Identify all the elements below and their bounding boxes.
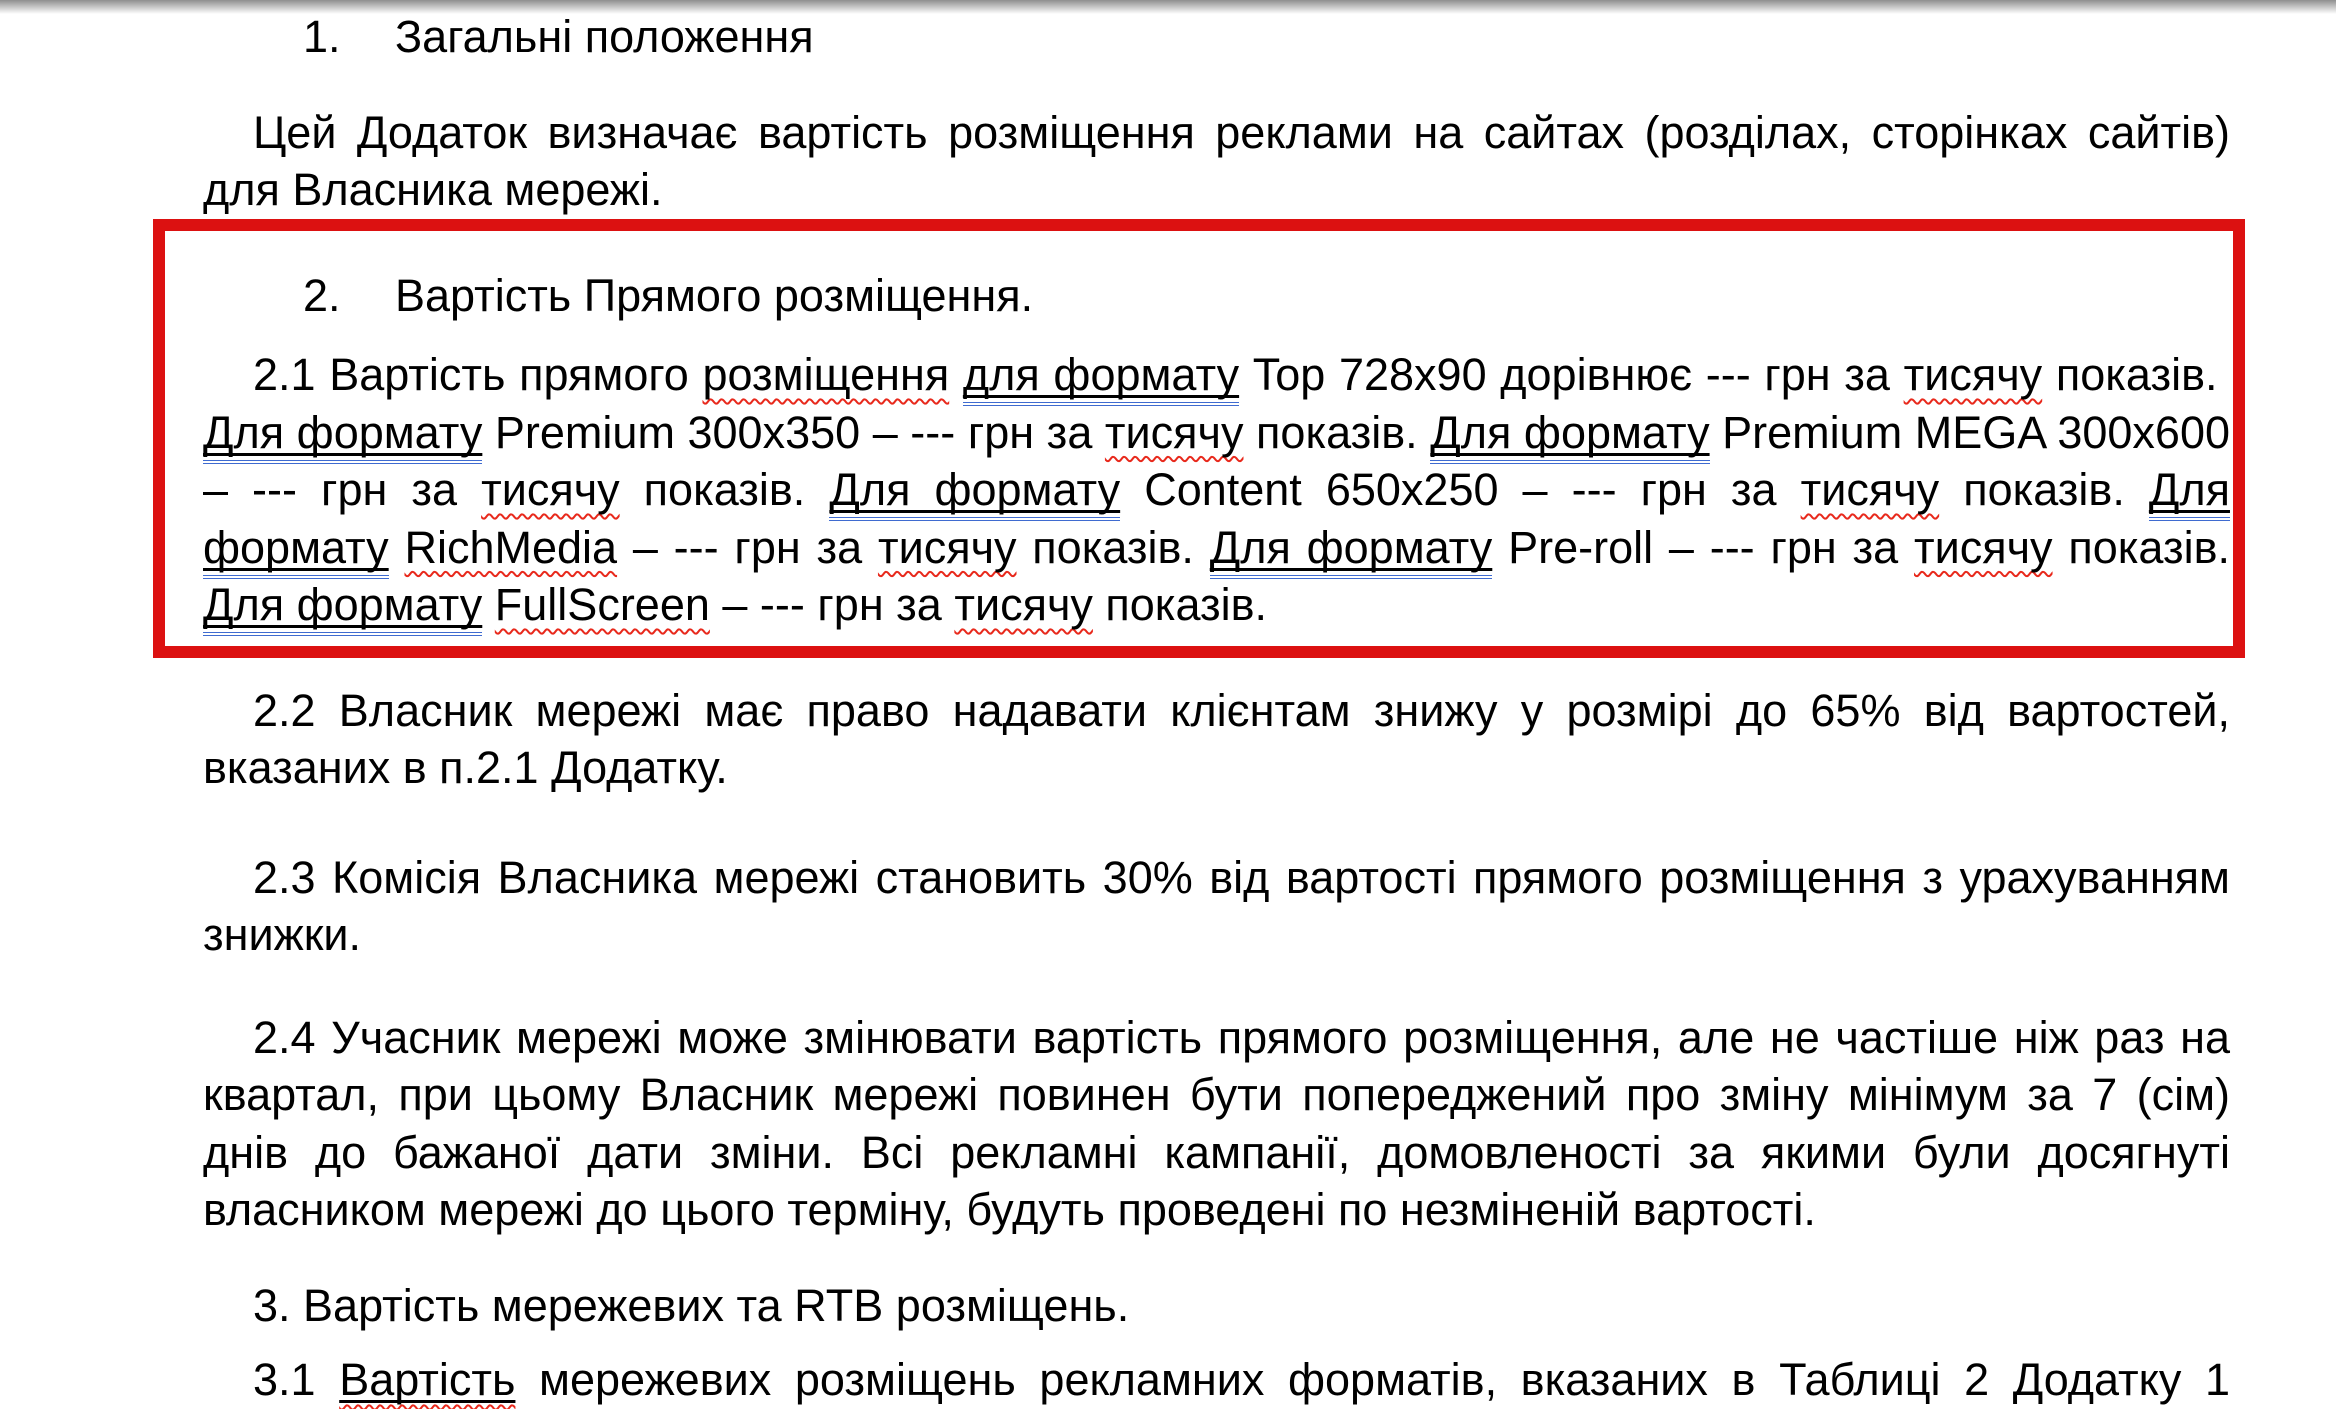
misspelled-word: тисячу xyxy=(877,521,1017,573)
text-segment: показів. xyxy=(1016,521,1210,573)
text-segment: – --- грн за xyxy=(709,579,955,630)
paragraph-2-3 xyxy=(203,849,2230,964)
text-segment: мережевих розміщень рекламних форматів, вказаних в Таблиці 2 Додатку 1 xyxy=(515,1354,2231,1405)
text-segment: 2.3 Комісія Власника мережі становить 30% від вартості прямого розміщення з урахуванням знижки. xyxy=(203,851,2230,960)
text-segment: показів. xyxy=(2042,349,2230,400)
text-segment xyxy=(949,349,963,400)
text-segment: Pre-roll – --- грн за xyxy=(1492,521,1914,573)
text-segment: – --- грн за xyxy=(617,521,878,573)
misspelled-word: RichMedia xyxy=(404,521,618,573)
heading-general-provisions xyxy=(203,8,2230,66)
heading-number: 2. xyxy=(303,269,341,321)
text-segment: Premium 300x350 – --- грн за xyxy=(482,406,1105,458)
grammar-flagged-phrase: Для формату xyxy=(203,407,482,464)
misspelled-word: тисячу xyxy=(1914,521,2053,573)
text-segment: 2.2 Власник мережі має право надавати клієнтам знижу у розмірі до 65% від вартостей, вказаних в п.2.1 Додатку. xyxy=(203,684,2230,793)
misspelled-word: тисячу xyxy=(1104,406,1244,458)
paragraph-intro xyxy=(203,104,2230,219)
text-segment: показів. xyxy=(1092,579,1268,630)
text-segment: 3.1 xyxy=(253,1354,340,1405)
heading-network-rtb-cost: 3. Вартість мережевих та RTB розміщень. xyxy=(253,1279,1130,1331)
text-segment: Цей Додаток визначає вартість розміщення реклами на сайтах (розділах, сторінках сайтів) для Власника мережі. xyxy=(203,106,2230,215)
grammar-flagged-phrase: Для формату xyxy=(1430,407,1709,464)
misspelled-word: розміщення xyxy=(702,349,950,400)
misspelled-word: FullScreen xyxy=(494,579,710,630)
text-segment: показів. xyxy=(2052,521,2230,573)
red-highlight-box xyxy=(153,219,2245,658)
text-segment xyxy=(482,579,495,630)
paragraph-3-1 xyxy=(203,1351,2230,1409)
misspelled-word: тисячу xyxy=(481,464,620,515)
text-segment: показів. xyxy=(1243,406,1431,458)
misspelled-word: тисячу xyxy=(1903,349,2043,400)
paragraph-2-4 xyxy=(203,1009,2230,1239)
text-segment xyxy=(389,522,405,573)
text-segment: Content 650x250 – --- грн за xyxy=(1120,464,1801,515)
misspelled-word: Вартість xyxy=(339,1354,516,1405)
heading-direct-placement-cost xyxy=(203,267,2230,325)
text-segment xyxy=(339,1354,515,1405)
grammar-flagged-phrase: Для формату xyxy=(203,464,2230,579)
text-segment: показів. xyxy=(1939,464,2149,515)
grammar-flagged-phrase: Для формату xyxy=(1210,522,1493,579)
misspelled-word: тисячу xyxy=(954,579,1093,630)
text-segment: показів. xyxy=(619,464,830,515)
text-segment: 2.1 Вартість прямого xyxy=(253,349,703,400)
misspelled-word: тисячу xyxy=(1800,464,1940,515)
paragraph-2-2 xyxy=(203,682,2230,797)
text-segment: 2.4 Учасник мережі може змінювати вартість прямого розміщення, але не частіше ніж раз на квартал, при цьому Власник мережі повинен бути попереджений про зміну мінімум за 7 (сім) днів до бажаної дати зміни. Всі рекламні кампанії, домовленості за якими були досягнуті власником мережі до цього терміну, будуть проведені по незміненій вартості. xyxy=(203,1011,2230,1235)
heading-number: 1. xyxy=(303,11,341,62)
heading-title: Вартість Прямого розміщення. xyxy=(395,269,1034,321)
grammar-flagged-phrase: Для формату xyxy=(203,579,482,636)
heading-title: Загальні положення xyxy=(395,11,814,62)
paragraph-2-1 xyxy=(203,346,2230,634)
grammar-flagged-phrase: для формату xyxy=(963,349,1239,406)
grammar-flagged-phrase: Для формату xyxy=(829,464,1120,521)
text-segment: Premium MEGA 300x600 – --- грн за xyxy=(203,406,2231,515)
text-segment: Top 728x90 дорівнює --- грн за xyxy=(1239,349,1904,400)
